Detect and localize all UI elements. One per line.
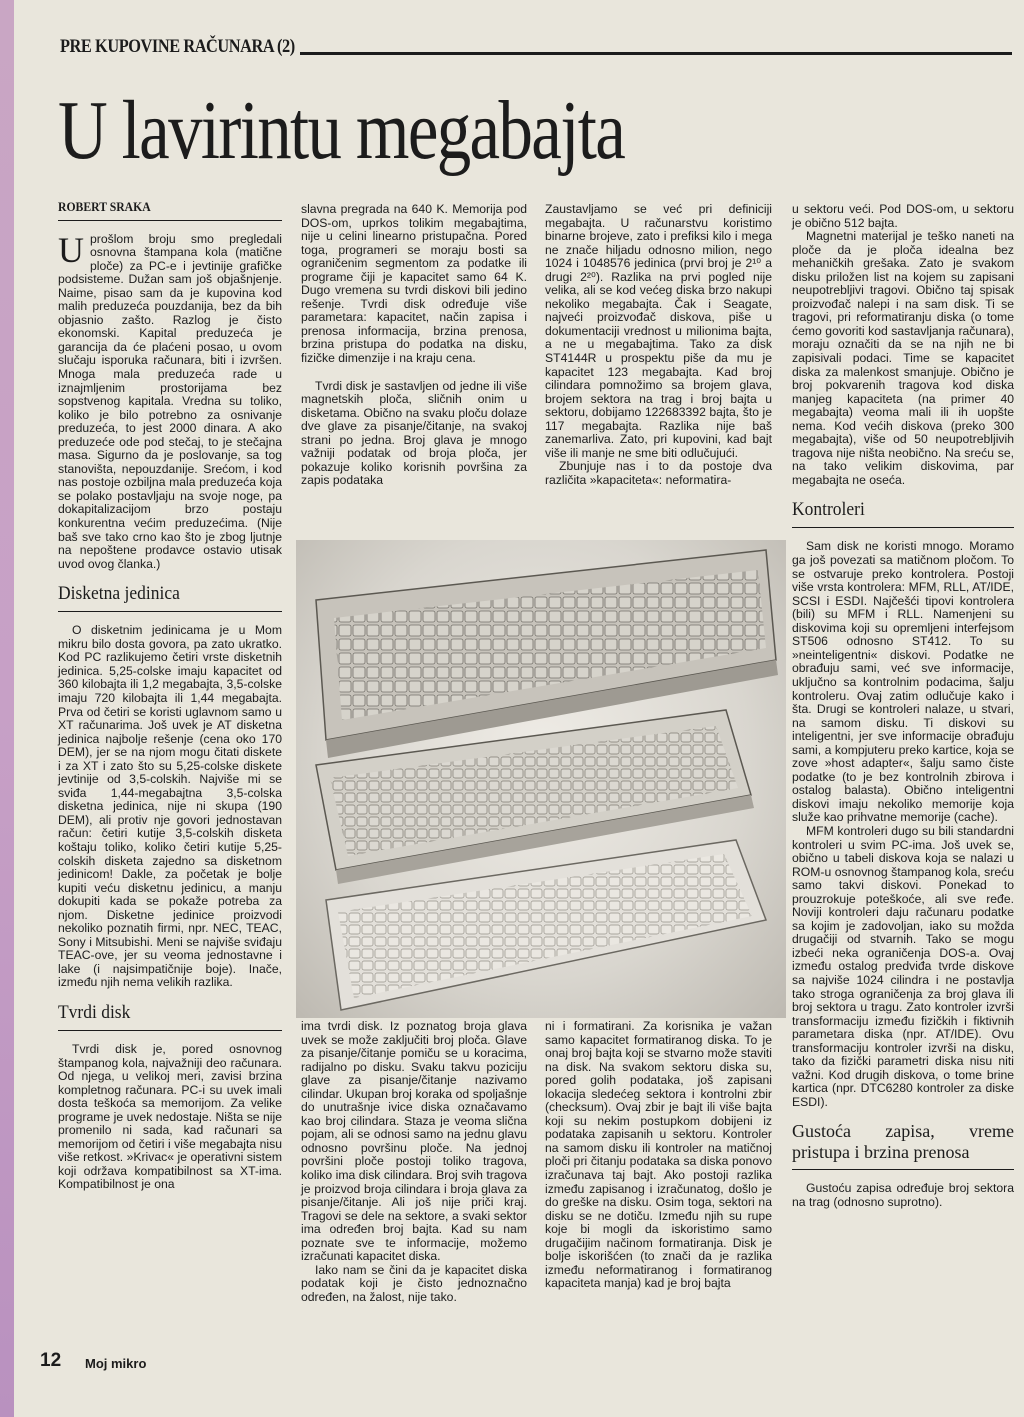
page-number: 12 [40,1350,62,1371]
paragraph: u sektoru veći. Pod DOS-om, u sektoru je obično 512 bajta. [792,202,1014,230]
keyboards-photo [296,540,786,1018]
paragraph: Iako nam se čini da je kapacitet diska podatak koji je čisto jednoznačno određen, na žalost, nije tako. [301,1262,527,1304]
paragraph: Tvrdi disk je sastavljen od jedne ili više magnetskih ploča, sličnih onim u disketama. Obično na svaku ploču dolaze dve glave za pisanje/čitanje, na svakoj strani po jedna. Broj glava je mnogo važniji podatak od broja ploča, jer pokazuje koliko korisnih površina za zapis podataka [301,378,527,488]
intro-text: prošlom broju smo pregledali osnovna štampana kola (matične ploče) za PC-e i jevtinije grafičke podsisteme. Dužan sam još objašnjenje. Naime, pisao sam da je kupovina kod malih preduzeća pouzdanija, bez da bih objasnio zašto. Razlog je čisto ekonomski. Kapital preduzeća je garancija da će plaćeni posao, u ovom slučaju isporuka računara, biti i izvršen. Mnoga mala preduzeća rade u iznajmljenim prostorijama bez sopstvenog kapitala. Vredna su toliko, koliko je bilo potrebno za osnivanje preduzeća, to jest 2000 dinara. A ako preduzeće ode pod stečaj, to je stečajna masa. Sigurno da je poslovanje, sa tog stanovišta, nepouzdanije. Srećom, i kod nas postoje ozbiljna mala preduzeća koja se polako postavljaju na svoje noge, pa dokapitalizacijom brzo postaju konkurentna većim preduzećima. (Nije baš sve tako crno kao što je zbog ljutnje na nepoštene prodavce ostavio utisak uvod ovog članka.) [58,231,282,571]
section-heading-kontroleri: Kontroleri [792,499,865,521]
kicker-rule [300,52,1012,55]
paragraph: Gustoću zapisa određuje broj sektora na trag (odnosno suprotno). [792,1181,1014,1209]
section-heading-tvrdi-disk: Tvrdi disk [58,1001,131,1023]
column-1 [58,200,282,1192]
section-rule [58,1030,282,1031]
section-rule [58,611,282,612]
paragraph: ima tvrdi disk. Iz poznatog broja glava uvek se može zaključiti broj ploča. Glave za pisanje/čitanje pomiču se u koracima, radijalno po disku. Svaku takvu poziciju glave za pisanje/čitanje nazivamo cilindar. Ukupan broj koraka od spoljašnje do unutrašnje ivice diska označavamo kao broj cilindara. Staza je veoma slična pojam, ali se odnosi samo na jednu glavu odnosno površinu ploče. Na jednoj površini ploče postoji toliko tragova, koliko ima disk cilindara. Broj svih tragova je proizvod broja cilindara i broja glava za pisanje/čitanje. Ali još nije priči kraj. Tragovi se dele na sektore, a svaki sektor ima određen broj bajta. Kad su nam poznate sve te informacije, možemo izračunati kapacitet diska. [301,1019,527,1264]
column-3-bottom [545,1020,772,1291]
drop-cap: U [58,229,84,270]
section-rule [792,1169,1014,1170]
paragraph: slavna pregrada na 640 K. Memorija pod DOS-om, uprkos tolikim megabajtima, nije u celini linearno pristupačna. Pored toga, programeri se moraju bosti sa ograničenim segmentom za podatke ili programe čiji je kapacitet samo 64 K. Dugo vremena su tvrdi diskovi bili jedino rešenje. Tvrdi disk određuje više parametara: kapacitet, način zapisa i prenosa informacija, brzina prenosa, brzina pristupa do podatka na disku, fizičke dimenzije i na kraju cena. [301,202,527,366]
keyboards-illustration [296,540,786,1018]
article-title: U lavirintu megabajta [58,84,625,177]
paragraph-disketna: O disketnim jedinicama je u Mom mikru bilo dosta govora, pa zato ukratko. Kod PC razlikujemo četiri vrste disketnih jedinica. 5,25-colske imaju kapacitet od 360 kilobajta ili 1,2 megabajta, 3,5-colske imaju 720 kilobajta ili 1,44 megabajta. Prva od četiri se koristi uglavnom samo u XT računarima. Još uvek je AT disketna jedinica najbolje rešenje (cena oko 170 DEM), jer se na njom mogu čitati diskete i za XT i zato što su 5,25-colske diskete jevtinije od 3,5-colskih. Najviše mi se sviđa 1,44-megabajtna 3,5-colska disketna jedinica, nije ni skupa (190 DEM), ali protiv nje govori jednostavan račun: četiri kutije 3,5-colskih disketa koštaju toliko, koliko četiri kutije 5,25-colskih disketa zajedno sa disketnom jedinicom! Dakle, za početak je bolje kupiti veću disketnu jedinicu, a manju dokupiti kada se pokaže potreba za njom. Disketne jedinice proizvodi nekoliko poznatih firmi, npr. NEC, TEAC, Sony i Mitsubishi. Meni se najviše sviđaju TEAC-ove, jer su veoma jednostavne i lake (i najsimpatičnije boje). Inače, između njih nema velikih razlika. [58,623,282,990]
paragraph-tvrdi-disk: Tvrdi disk je, pored osnovnog štampanog kola, najvažniji deo računara. Od njega, u velikoj meri, zavisi brzina kompletnog računara. PC-i su uvek imali dosta teškoća sa memorijom. Za velike programe je uvek nedostaje. Ništa se nije promenilo ni sada, kad računari sa memorijom od četiri i više megabajta nisu više retkost. »Krivac« je operativni sistem koji održava kompatibilnost sa XT-ima. Kompatibilnost je ona [58,1041,282,1192]
paragraph: Zbunjuje nas i to da postoje dva različita »kapaciteta«: neformatira- [545,459,772,487]
page-edge-strip [0,0,14,1417]
section-heading-disketna: Disketna jedinica [58,583,180,605]
paragraph: Sam disk ne koristi mnogo. Moramo ga još povezati sa matičnom pločom. To se ostvaruje preko kontrolera. Postoji više vrsta kontrolera: MFM, RLL, AT/IDE, SCSI i ESDI. Najčešći tipovi kontrolera (bili) su MFM i RLL. Namenjeni su diskovima koji su opremljeni interfejsom ST506 odnosno ST412. To su »neinteligentni« diskovi. Podatke ne obrađuju sami, već sve informacije, uključno sa kontrolnim podacima, šalju kontroleru. Ovaj zatim odlučuje kako i šta. Drugi se kontroleri nalaze, u stvari, na samom disku. Ti diskovi su inteligentni, jer sve informacije obrađuju sami, a kompjuteru preko kartice, koja se zove »host adapter«, šalju samo čiste podatke (to je bez kontrolnih zbirova i ostalog balasta). Obično inteligentni diskovi imaju nekoliko memorije koja služe kao prihvatne memorije (cache). [792,539,1014,825]
author-byline: ROBERT SRAKA [58,199,151,214]
series-kicker: PRE KUPOVINE RAČUNARA (2) [60,36,295,57]
column-4 [792,203,1014,1210]
column-2-bottom [301,1020,527,1304]
paragraph: MFM kontroleri dugo su bili standardni kontroleri u svim PC-ima. Još uvek se, obično u tabeli diskova koja se nalazi u ROM-u osnovnog štampanog kola, sreću samo takvi diskovi. Ponekad to prouzrokuje poteškoće, ali sve ređe. Noviji kontroleri daju računaru podatke sa kojim je zadovoljan, iako su možda drugačiji od stvarnih. Tako se mogu izbeći neka ograničenja DOS-a. Ovaj između ostalog predviđa tvrde diskove sa najviše 1024 cilindra i ne postavlja tako stroga ograničenja za broj glava ili broj sektora u tragu. Zato kontroler izvrši transformaciju između fizičkih i fiktivnih parametara diska (npr. AT/IDE). Ovu transformaciju kontroler izvrši na disku, tako da fizički parametri diska nisu niti važni. Kod drugih diskova, o tome brine kartica (npr. DTC6280 kontroler za diske ESDI). [792,823,1014,1109]
paragraph: Magnetni materijal je teško naneti na ploče da je ploča idealna bez mehaničkih grešaka. Zato je svakom disku priložen list na kojem su zapisani neupotrebljivi tragovi. Obično taj spisak proizvođač nalepi i na sam disk. Ti se tragovi, pri reformatiranju diska (o tome ćemo govoriti kod sastavljanja računara), moraju označiti da se na njih ne bi zapisivali podaci. Time se kapacitet diska za malenkost smanjuje. Obično je broj pokvarenih tragova kod diska manjeg kapaciteta (na primer 40 megabajta) veoma mali ili ih uopšte nema. Kod većih diskova (preko 300 megabajta), više od 50 neupotrebljivih tragova nije ništa neobično. Na sreću se, na tako velikim diskovima, par megabajta ne oseća. [792,229,1014,487]
magazine-name: Moj mikro [85,1356,147,1371]
intro-paragraph [58,229,282,572]
byline-rule [58,220,282,221]
paragraph: Zaustavljamo se već pri definiciji megabajta. U računarstvu koristimo binarne brojeve, zato i prefiksi kilo i mega ne znače hiljadu odnosno milion, nego 1024 i 1048576 jedinica (prvi broj je 2¹⁰ a drugi 2²⁰). Razlika na prvi pogled nije velika, ali se kod većeg diska brzo nakupi nekoliko megabajta. Čak i Seagate, najveći proizvođač diskova, piše u dokumentaciji vrednost u milionima bajta, a ne u megabajtima. Tako za disk ST4144R u prospektu piše da mu je kapacitet 123 megabajta. Kad broj cilindara pomnožimo sa brojem glava, brojem sektora na trag i broj bajta u sektoru, dobijamo 122683392 bajta, što je 117 megabajta. Razlika nije baš zanemarliva. Zato, pri kupovini, kad bajt više ili manje ne sme biti odlučujući. [545,202,772,460]
paragraph: ni i formatirani. Za korisnika je važan samo kapacitet formatiranog diska. To je onaj broj bajta koji se stvarno može staviti na disk. Na svakom sektoru diska su, pored golih podataka, još zapisani lokacija sledećeg sektora i kontrolni zbir (checksum). Ovaj zbir je bajt ili više bajta koji su nekim postupkom dobijeni iz podataka zapisanih u sektoru. Kontroler na samom disku ili kontroler na matičnoj ploči pri čitanju podataka sa diska ponovo izračunava taj bajt. Ako postoji razlika između zapisanog i izračunatog, došlo je do greške na disku. Osim toga, sektori na disku se ne dotiču. Između njih su rupe koje bi mogli da iskoristimo samo drugačijim načinom formatiranja. Disk je bolje iskorišćen (to znači da je razlika između neformatiranog i formatiranog kapaciteta manja) kad je broj bajta [545,1019,772,1291]
column-3-top [545,203,772,487]
section-rule [792,527,1014,528]
section-heading-gustoca: Gustoća zapisa, vreme pristupa i brzina prenosa [792,1121,1014,1163]
column-2-top [301,203,527,488]
